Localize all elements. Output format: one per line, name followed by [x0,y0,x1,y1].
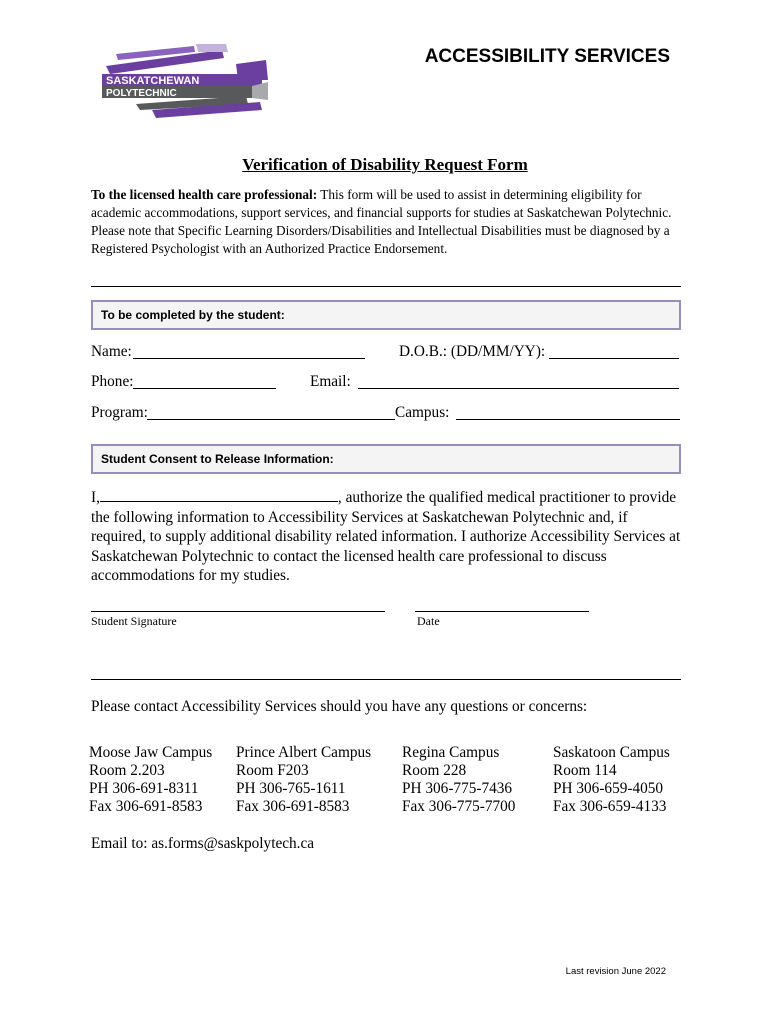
student-section-heading-text: To be completed by the student: [101,308,285,322]
divider [91,679,681,680]
phone-label: Phone: [91,373,134,390]
consent-prefix: I, [91,489,100,506]
logo-text-line2: POLYTECHNIC [106,88,177,99]
name-label: Name: [91,343,132,360]
student-signature-field[interactable] [91,611,385,612]
campus-field[interactable] [456,419,680,420]
divider [91,286,681,287]
intro-bold-lead: To the licensed health care professional: [91,187,318,202]
campus-fax: Fax 306-691-8583 [89,798,203,815]
campus-block-moose-jaw [89,744,212,816]
campus-fax: Fax 306-775-7700 [402,798,516,815]
campus-name: Regina Campus [402,744,500,761]
program-field[interactable] [147,419,395,420]
page-header-title: ACCESSIBILITY SERVICES [424,46,670,67]
dob-label: D.O.B.: (DD/MM/YY): [399,343,546,360]
campus-block-regina [402,744,515,816]
contact-intro: Please contact Accessibility Services should you have any questions or concerns: [91,698,588,715]
logo-text-line1: SASKATCHEWAN [106,75,200,87]
campus-name: Saskatoon Campus [553,744,670,761]
campus-room: Room F203 [236,762,309,779]
consent-paragraph [91,488,683,586]
campus-name: Prince Albert Campus [236,744,372,761]
date-field[interactable] [415,611,589,612]
campus-room: Room 2.203 [89,762,165,779]
consent-section-heading [91,444,681,474]
campus-fax: Fax 306-659-4133 [553,798,667,815]
intro-paragraph [91,186,681,258]
campus-name: Moose Jaw Campus [89,744,213,761]
campus-room: Room 228 [402,762,467,779]
campus-block-prince-albert [236,744,371,816]
intro-text: This form will be used to assist in determining eligibility for academic accommodations, support services, and financial supports for studies at Saskatchewan Polytechnic. Please note that Specific Learning Disorders/Disabilities and Intellectual Disabilities must be diagnosed by a Registered Psychologist with an Authorized Practice Endorsement. [91,187,672,256]
logo-graphic [96,44,272,122]
saskpolytech-logo [96,44,272,122]
student-section-heading [91,300,681,330]
program-label: Program: [91,404,148,421]
consent-name-field[interactable] [100,488,338,502]
form-title: Verification of Disability Request Form [242,155,528,174]
campus-phone: PH 306-659-4050 [553,780,664,797]
campus-fax: Fax 306-691-8583 [236,798,350,815]
date-label: Date [417,614,440,628]
email-label: Email: [310,373,351,390]
revision-note: Last revision June 2022 [565,966,666,977]
campus-label: Campus: [395,404,450,421]
contact-email[interactable]: Email to: as.forms@saskpolytech.ca [91,835,315,852]
email-field[interactable] [358,388,679,389]
campus-room: Room 114 [553,762,617,779]
campus-phone: PH 306-775-7436 [402,780,513,797]
campus-phone: PH 306-765-1611 [236,780,346,797]
campus-block-saskatoon [553,744,670,816]
phone-field[interactable] [133,388,276,389]
consent-section-heading-text: Student Consent to Release Information: [101,452,334,466]
campus-phone: PH 306-691-8311 [89,780,199,797]
dob-field[interactable] [549,358,679,359]
consent-text: , authorize the qualified medical practitioner to provide the following information to Accessibility Services at Saskatchewan Polytechnic and, if required, to supply additional disability related information. I authorize Accessibility Services at Saskatchewan Polytechnic to contact the licensed health care professional to discuss accommodations for my studies. [91,489,681,584]
name-field[interactable] [133,358,365,359]
student-signature-label: Student Signature [91,614,177,628]
